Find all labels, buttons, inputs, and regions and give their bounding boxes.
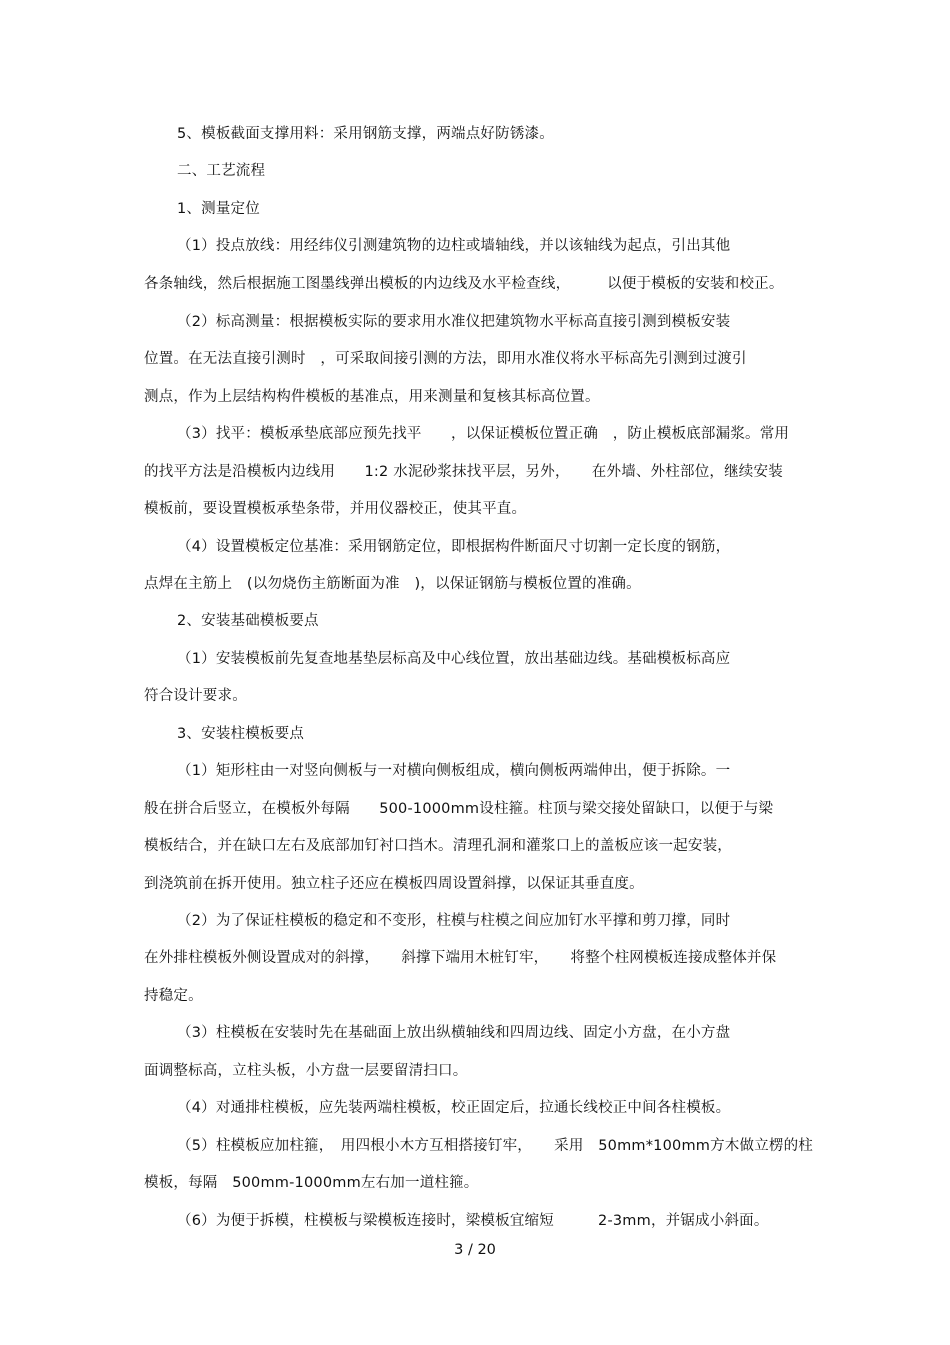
subsection-heading: 1、测量定位 — [177, 201, 260, 217]
text-line: 5、模板截面支撑用料：采用钢筋支撑，两端点好防锈漆。 — [177, 126, 554, 142]
text-line: （4）设置模板定位基准：采用钢筋定位，即根据构件断面尺寸切割一定长度的钢筋， — [177, 539, 731, 555]
text-line: 模板结合，并在缺口左右及底部加钉衬口挡木。清理孔洞和灌浆口上的盖板应该一起安装， — [144, 838, 732, 854]
text-line: 的找平方法是沿模板内边线用 1:2 水泥砂浆抹找平层，另外， 在外墙、外柱部位，继续安装 — [144, 464, 783, 480]
text-line: 在外排柱模板外侧设置成对的斜撑， 斜撑下端用木桩钉牢， 将整个柱网模板连接成整体并保 — [144, 950, 777, 966]
page-number: 3 / 20 — [454, 1242, 496, 1258]
text-line: 到浇筑前在拆开使用。独立柱子还应在模板四周设置斜撑，以保证其垂直度。 — [144, 876, 644, 892]
text-line: 般在拼合后竖立，在模板外每隔 500-1000mm设柱箍。柱顶与梁交接处留缺口，以便于与梁 — [144, 801, 774, 817]
text-line: （1）安装模板前先复查地基垫层标高及中心线位置，放出基础边线。基础模板标高应 — [177, 651, 731, 667]
text-line: 符合设计要求。 — [144, 688, 247, 704]
section-heading: 二、工艺流程 — [177, 163, 266, 179]
text-line: （6）为便于拆模，柱模板与梁模板连接时，梁模板宜缩短 2-3mm，并锯成小斜面。 — [177, 1213, 769, 1229]
text-line: （5）柱模板应加柱箍， 用四根小木方互相搭接钉牢， 采用 50mm*100mm方木做立楞的柱 — [177, 1138, 813, 1154]
text-line: （1）投点放线：用经纬仪引测建筑物的边柱或墙轴线，并以该轴线为起点，引出其他 — [177, 238, 731, 254]
subsection-heading: 3、安装柱模板要点 — [177, 726, 305, 742]
text-line: 各条轴线，然后根据施工图墨线弹出模板的内边线及水平检查线， 以便于模板的安装和校正。 — [144, 276, 784, 292]
text-line: 面调整标高，立柱头板，小方盘一层要留清扫口。 — [144, 1063, 468, 1079]
text-line: 测点，作为上层结构构件模板的基准点，用来测量和复核其标高位置。 — [144, 389, 600, 405]
text-line: 位置。在无法直接引测时 ，可采取间接引测的方法，即用水准仪将水平标高先引测到过渡引 — [144, 351, 747, 367]
text-line: （3）柱模板在安装时先在基础面上放出纵横轴线和四周边线、固定小方盘，在小方盘 — [177, 1025, 731, 1041]
text-line: （2）为了保证柱模板的稳定和不变形，柱模与柱模之间应加钉水平撑和剪刀撑，同时 — [177, 913, 731, 929]
text-line: 点焊在主筋上 (以勿烧伤主筋断面为准 )，以保证钢筋与模板位置的准确。 — [144, 576, 641, 592]
text-line: （2）标高测量：根据模板实际的要求用水准仪把建筑物水平标高直接引测到模板安装 — [177, 314, 731, 330]
subsection-heading: 2、安装基础模板要点 — [177, 613, 319, 629]
text-line: （1）矩形柱由一对竖向侧板与一对横向侧板组成，横向侧板两端伸出，便于拆除。一 — [177, 763, 731, 779]
text-line: 持稳定。 — [144, 988, 203, 1004]
text-line: 模板前，要设置模板承垫条带，并用仪器校正，使其平直。 — [144, 501, 527, 517]
text-line: 模板，每隔 500mm-1000mm左右加一道柱箍。 — [144, 1175, 479, 1191]
text-line: （3）找平：模板承垫底部应预先找平 ，以保证模板位置正确 ，防止模板底部漏浆。常用 — [177, 426, 790, 442]
text-line: （4）对通排柱模板，应先装两端柱模板，校正固定后，拉通长线校正中间各柱模板。 — [177, 1100, 731, 1116]
